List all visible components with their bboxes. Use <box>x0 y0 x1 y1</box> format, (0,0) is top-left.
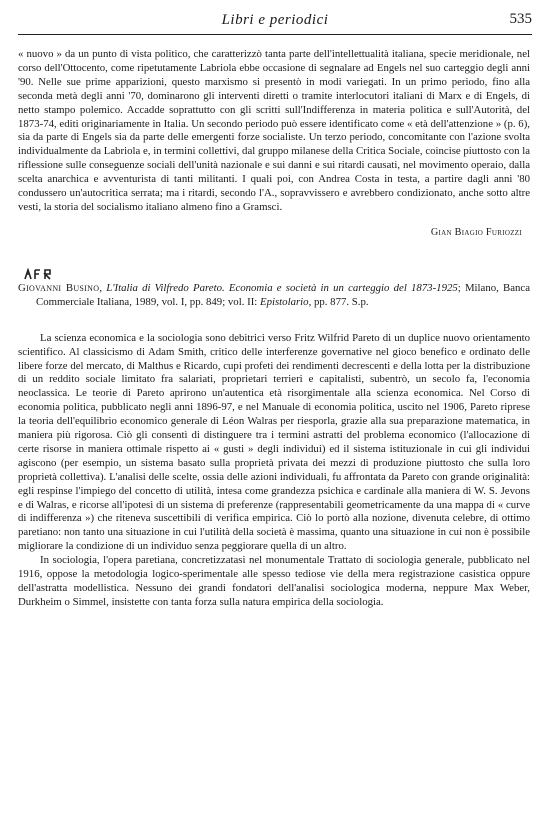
reviewer-signature: Gian Biagio Furiozzi <box>430 226 522 238</box>
book-author: Giovanni Busino <box>18 281 100 294</box>
review-paragraph-2: In sociologia, l'opera paretiana, concretizzatasi nel monumentale Trattato di sociologia generale, pubblicato nel 1916, oppose la metodologia logico-sperimentale alle spesso tediose vie della mera registrazione casistica oppure dell'astratta modellistica. Nessuno dei grandi fondatori dell'analisi sociologica moderna, neppure Max Weber, Durkheim o Simmel, insistette con tanta forza sulla natura empirica della sociologia. <box>18 554 530 608</box>
review-text <box>18 332 530 610</box>
section-mark <box>18 268 530 282</box>
book-pages: , pp. 877. S.p. <box>308 295 369 308</box>
running-title: Libri e periodici <box>221 12 329 28</box>
book-reference: Giovanni Busino, L'Italia di Vilfredo Pareto. Economia e società in un carteggio del 1873-1925; Milano, Banca Commerciale Italiana, 1989, vol. I, pp. 849; vol. II: Epistolario, pp. 877. S.p. <box>18 281 530 308</box>
book-volume2: Epistolario <box>259 295 309 308</box>
page-number: 535 <box>509 11 532 27</box>
book-publication: ; Milano, Banca Commerciale Italiana, 1989, vol. I, pp. 849; vol. II: <box>36 281 530 308</box>
previous-review-paragraph: « nuovo » da un punto di vista politico, che caratterizzò tanta parte dell'intellettualità italiana, specie meridionale, nel corso dell'Ottocento, come ripetutamente Labriola ebbe occasione di segnalare ad Engels nel suo carteggio degli anni '90. Nelle sue prime apparizioni, questo marxismo si presentò in modi variegati. In un primo periodo, fino alla seconda metà degli anni '70, dominarono gli interventi diretti o tramite interlocutori italiani di Marx e di Engels, di netto stampo polemico. Accadde soprattutto con gli scritti sull'Indifferenza in materia politica e sull'Autorità, del 1873-74, editi originariamente in Italia. Un secondo periodo può essere identificato come « età dell'attenzione » (p. 6), sia da parte di Engels sia da parte delle emergenti forze socialiste. Un terzo periodo, concomitante con l'azione svolta individualmente da Labriola e, in termini collettivi, dal gruppo milanese della Critica Sociale, coincise piuttosto con la riflessione sulle conseguenze sociali dell'unità nazionale e sui danni e sui ritardi causati, nel movimento operaio, dalla scelta anarchica e avventurista di tanti militanti. I quali poi, con Andrea Costa in testa, a partire dagli anni '80 condussero un'autocritica serrata; ma i ritardi, secondo l'A., sopravvissero e avrebbero condizionato, anche sotto altre vesti, la storia del socialismo italiano almeno fino a Gramsci. <box>18 48 530 213</box>
review-paragraph-1: La scienza economica e la sociologia sono debitrici verso Fritz Wilfrid Pareto di un duplice nuovo orientamento scientifico. Al classicismo di Adam Smith, critico delle interferenze governative nel gioco benefico e ordinato delle libere forze del mercato, di Malthus e Ricardo, cupi profeti dei rendimenti decrescenti e della lotta per la distribuzione di un reddito sociale limitato fra salariati, proprietari terrieri e capitalisti, subentrò, un secolo fa, l'economia neoclassica. Le teorie di Pareto aprirono un'autentica età risorgimentale alla scienza economica. Nel Corso di economia politica, pubblicato negli anni 1896-97, e nel Manuale di economia politica, uscito nel 1906, Pareto riprese la teoria dell'equilibrio economico generale di Léon Walras per riesporla, grazie alla sua preparazione matematica, in maniera più rigorosa. Ciò gli consentì di distinguere tra i termini astratti del problema economico (l'allocazione di certe risorse in maniera ottimale rispetto ai « gusti » degli individui) ed il sistema istituzionale in cui gli individui agiscono (per esempio, un sistema basato sulla proprietà privata dei mezzi di produzione piuttosto che sulla loro proprietà collettiva). L'analisi delle scelte, ossia delle azioni individuali, fu affrontata da Pareto con grande originalità: egli respinse l'impiego del concetto di utilità, intesa come grandezza psichica e cardinale alla maniera di W. S. Jevons e di Walras, e ricorse all'ipotesi di un sistema di preferenze (rappresentabili geometricamente da una mappa di « curve di indifferenza ») che riteneva suscettibili di verifica empirica. Ciò lo portò alla nozione, divenuta celebre, di ottimo paretiano: non tanto una situazione in cui l'utilità della società è massima, quanto una situazione in cui non è possibile migliorare la condizione di un individuo senza peggiorare quella di un altro. <box>18 331 530 553</box>
previous-review <box>18 48 530 238</box>
handwritten-mark-icon <box>24 268 60 280</box>
running-header <box>18 10 532 35</box>
book-title: L'Italia di Vilfredo Pareto. Economia e società in un carteggio del 1873-1925 <box>106 281 458 294</box>
page-body <box>18 48 530 610</box>
